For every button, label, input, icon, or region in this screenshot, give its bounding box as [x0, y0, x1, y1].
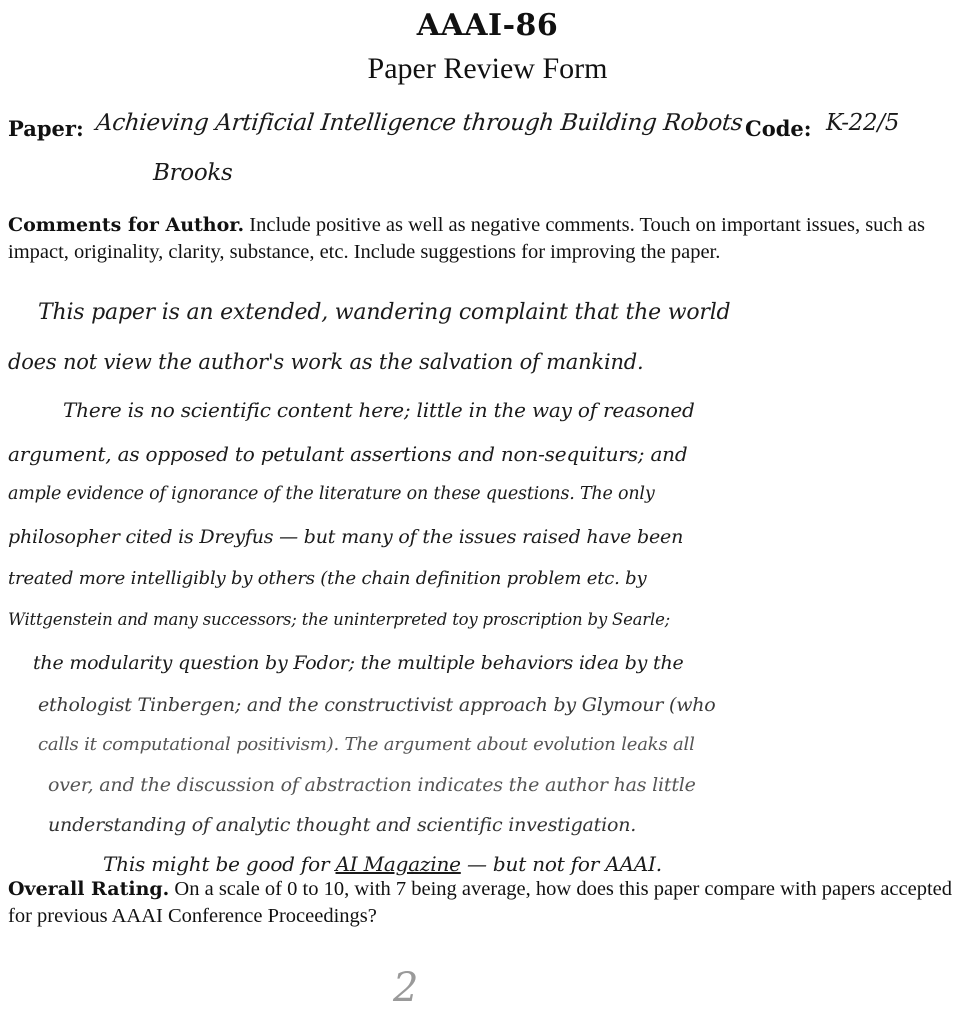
- review-line: This paper is an extended, wandering complaint that the world: [38, 300, 731, 325]
- closing-text-after: — but not for AAAI.: [466, 852, 662, 876]
- closing-text-before: This might be good for: [103, 852, 330, 876]
- paper-title-handwritten: Achieving Artificial Intelligence through Building Robots: [94, 110, 744, 136]
- form-subtitle: Paper Review Form: [367, 52, 608, 85]
- review-line: understanding of analytic thought and scientific investigation.: [48, 814, 637, 836]
- form-title: AAAI-86: [416, 8, 559, 43]
- review-line: over, and the discussion of abstraction indicates the author has little: [48, 774, 696, 796]
- review-closing-line: [103, 852, 662, 876]
- comments-instructions: [8, 212, 968, 266]
- review-line: There is no scientific content here; little in the way of reasoned: [63, 398, 695, 422]
- review-line: calls it computational positivism). The argument about evolution leaks all: [38, 734, 695, 755]
- review-line: the modularity question by Fodor; the multiple behaviors idea by the: [33, 652, 684, 674]
- comments-instructions-text: Include positive as well as negative comments. Touch on important issues, such as impact, originality, clarity, substance, etc. Include suggestions for improving the paper.: [8, 214, 925, 263]
- review-line: ethologist Tinbergen; and the constructivist approach by Glymour (who: [38, 694, 716, 716]
- closing-venue: AI Magazine: [335, 852, 461, 876]
- review-line: does not view the author's work as the salvation of mankind.: [8, 350, 644, 374]
- rating-question: On a scale of 0 to 10, with 7 being average, how does this paper compare with papers accepted for previous AAAI Conference Proceedings?: [8, 878, 953, 927]
- review-line: Wittgenstein and many successors; the uninterpreted toy proscription by Searle;: [8, 610, 670, 629]
- code-label: Code:: [745, 116, 812, 141]
- paper-author-handwritten: Brooks: [153, 160, 233, 186]
- review-line: treated more intelligibly by others (the chain definition problem etc. by: [8, 568, 647, 589]
- review-line: argument, as opposed to petulant assertions and non-sequiturs; and: [8, 442, 688, 466]
- review-line: philosopher cited is Dreyfus — but many of the issues raised have been: [8, 526, 684, 548]
- rating-value-handwritten: 2: [393, 965, 419, 1011]
- rating-heading: Overall Rating.: [8, 878, 170, 900]
- overall-rating-section: [8, 876, 968, 930]
- code-value-handwritten: K-22/5: [826, 110, 900, 136]
- paper-label: Paper:: [8, 116, 84, 141]
- review-line: ample evidence of ignorance of the literature on these questions. The only: [8, 484, 655, 504]
- paper-info-row: [8, 110, 968, 200]
- comments-heading: Comments for Author.: [8, 214, 245, 236]
